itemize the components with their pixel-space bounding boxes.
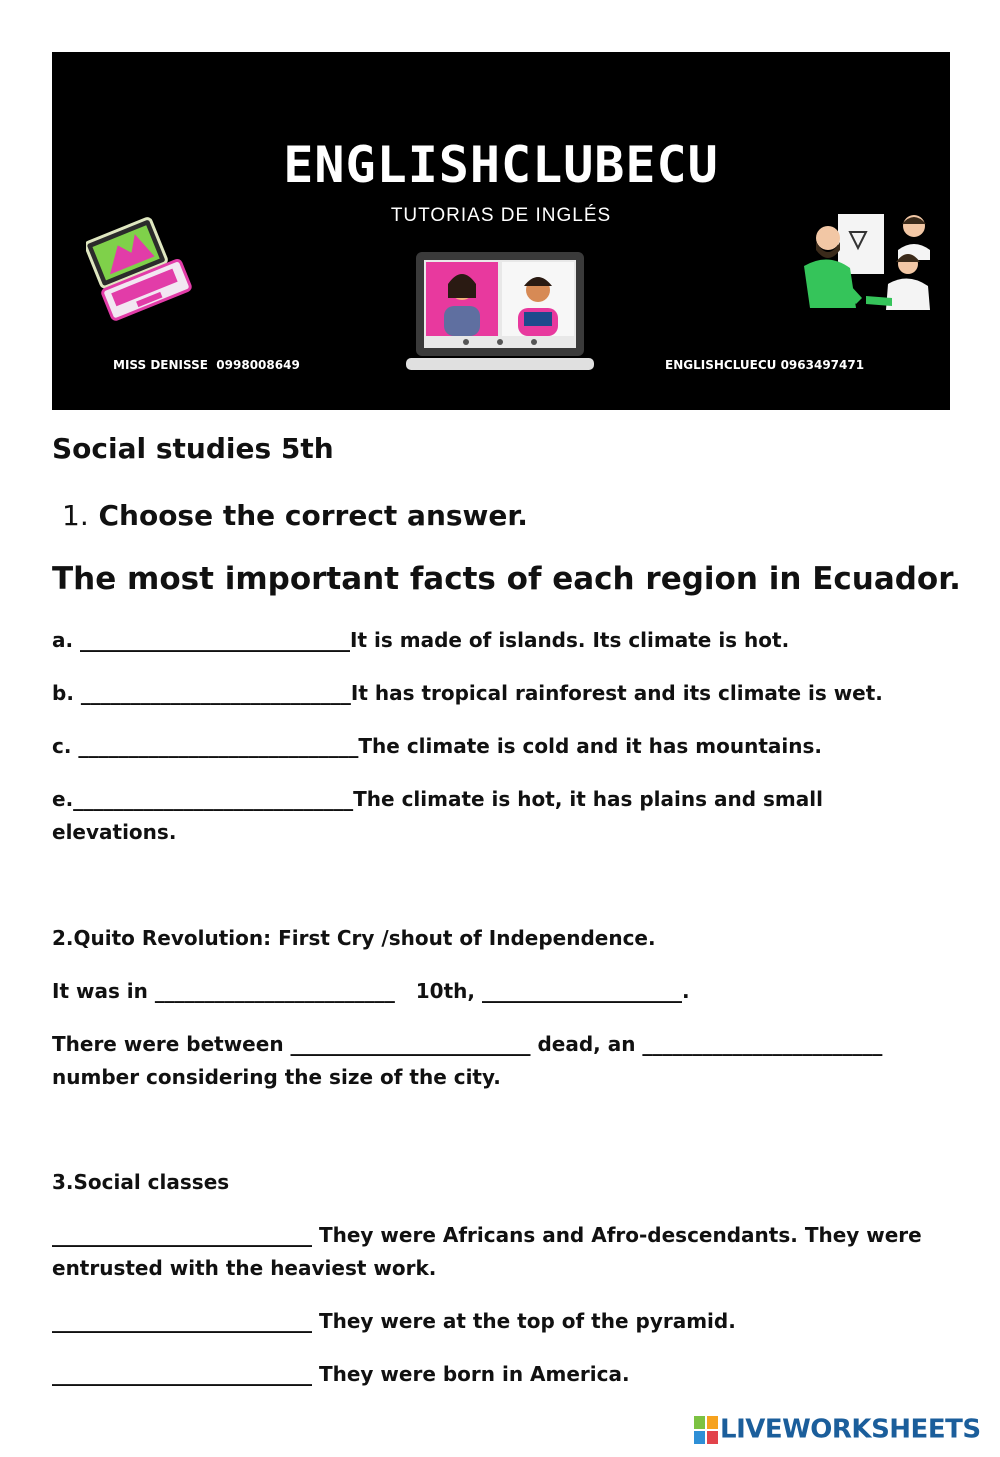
logo-text: LIVEWORKSHEETS	[720, 1414, 981, 1445]
item-e[interactable]: e.____________________________The climate is hot, it has plains and small elevations.	[52, 787, 830, 844]
liveworksheets-mark-icon	[694, 1416, 718, 1444]
contact-left: MISS DENISSE 0998008649	[113, 358, 300, 372]
class-born-america[interactable]: __________________________ They were born in America.	[52, 1362, 630, 1386]
header-banner	[52, 52, 950, 410]
teachers-illustration	[796, 212, 946, 324]
laptop-icon	[86, 202, 206, 322]
item-b[interactable]: b. ___________________________It has tropical rainforest and its climate is wet.	[52, 681, 883, 705]
video-call-illustration	[406, 250, 596, 376]
item-a[interactable]: a. ___________________________It is made of islands. Its climate is hot.	[52, 628, 790, 652]
item-c[interactable]: c. ____________________________The climate is cold and it has mountains.	[52, 734, 822, 758]
instruction-number: 1.	[62, 499, 89, 532]
revolution-date[interactable]: It was in ________________________ 10th, ____________________.	[52, 979, 690, 1003]
liveworksheets-logo	[694, 1414, 981, 1450]
brand-title: ENGLISHCLUBECU	[283, 136, 719, 194]
worksheet-heading: Social studies 5th	[52, 432, 334, 465]
instruction-text: Choose the correct answer.	[98, 499, 528, 532]
contact-right: ENGLISHCLUECU 0963497471	[665, 358, 865, 372]
class-top[interactable]: __________________________ They were at the top of the pyramid.	[52, 1309, 736, 1333]
brand-subtitle: TUTORIAS DE INGLÉS	[390, 205, 612, 226]
class-africans[interactable]: __________________________ They were Africans and Afro-descendants. They were entrusted with the heaviest work.	[52, 1223, 929, 1280]
section2-title: 2.Quito Revolution: First Cry /shout of Independence.	[52, 926, 656, 950]
revolution-dead[interactable]: There were between ________________________ dead, an ________________________ number considering the size of the city.	[52, 1032, 890, 1089]
section3-title: 3.Social classes	[52, 1170, 230, 1194]
instruction	[62, 499, 528, 532]
section1-title: The most important facts of each region in Ecuador.	[52, 561, 961, 597]
